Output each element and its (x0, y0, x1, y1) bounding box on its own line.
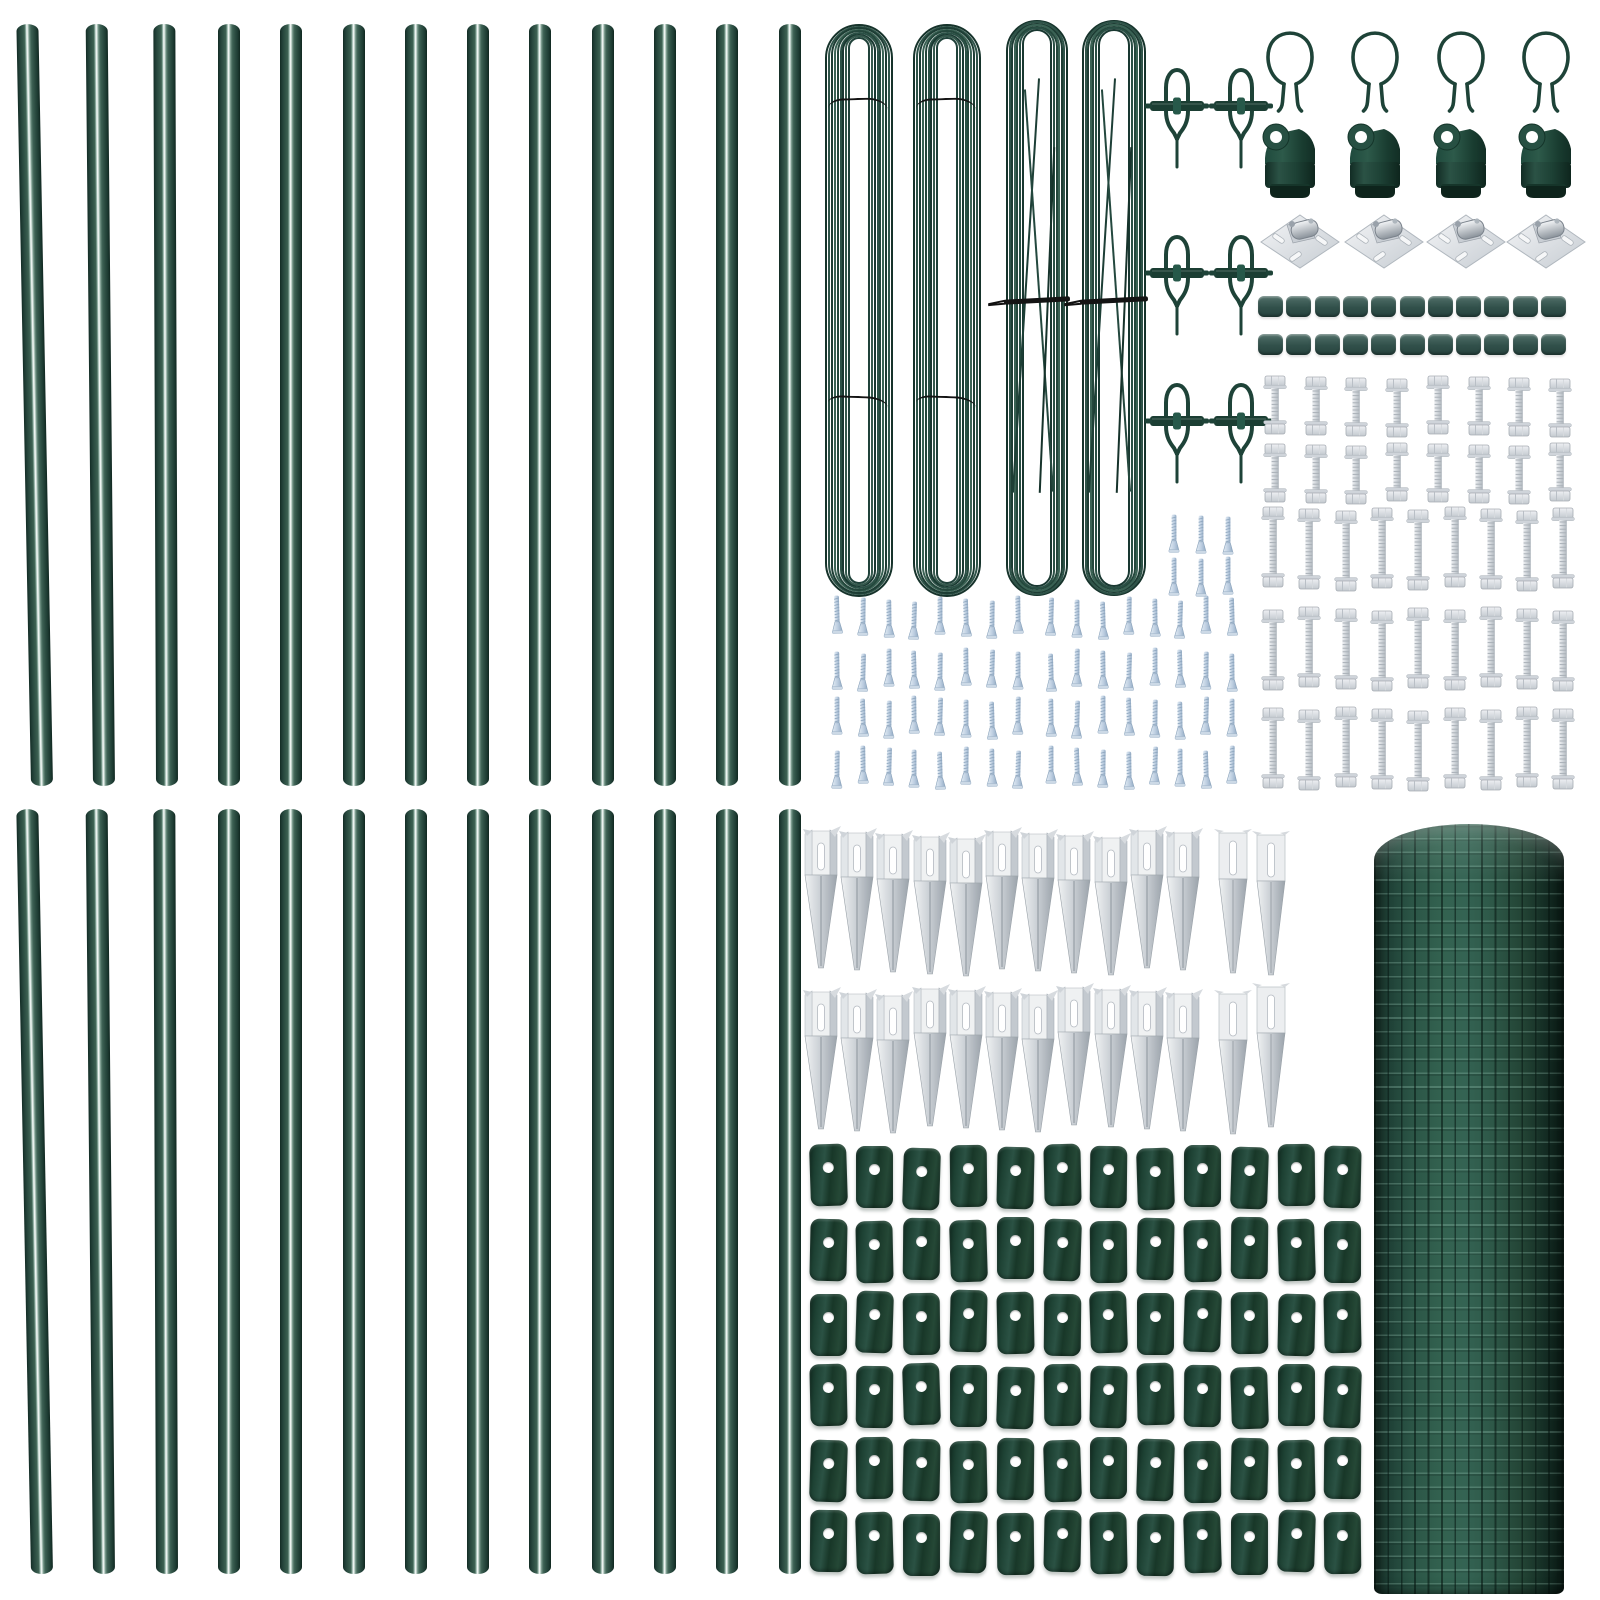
clip-hole (1197, 1163, 1208, 1174)
clip-hole (1337, 1455, 1348, 1466)
clip-hole (1150, 1381, 1161, 1392)
mesh-clip (902, 1362, 941, 1425)
mesh-clip (1090, 1512, 1128, 1575)
mesh-clip (856, 1221, 894, 1284)
clip-hole (1010, 1165, 1021, 1176)
mesh-clip (1090, 1437, 1127, 1499)
mesh-clip (1324, 1146, 1362, 1209)
mesh-clip (1231, 1513, 1268, 1575)
clip-hole (1010, 1456, 1021, 1467)
clip-hole (1196, 1529, 1207, 1540)
mesh-clip (1089, 1290, 1128, 1353)
clip-hole (916, 1311, 927, 1322)
clip-hole (1290, 1162, 1301, 1173)
clip-hole (1103, 1164, 1114, 1175)
mesh-clip (949, 1441, 987, 1504)
clip-hole (1057, 1312, 1068, 1323)
mesh-clip (856, 1366, 894, 1428)
mesh-clip (1090, 1146, 1128, 1208)
mesh-clip (950, 1145, 988, 1207)
mesh-clip (1137, 1293, 1174, 1355)
clip-hole (1337, 1309, 1348, 1320)
mesh-clip (1137, 1514, 1175, 1576)
mesh-clip (997, 1217, 1034, 1279)
mesh-clip (996, 1147, 1034, 1210)
clip-hole (963, 1383, 974, 1394)
clip-hole (869, 1384, 880, 1395)
clip-hole (1056, 1458, 1067, 1469)
clip-hole (1103, 1309, 1114, 1320)
mesh-clip (1230, 1438, 1268, 1501)
mesh-clip (1230, 1366, 1269, 1429)
clip-hole (1010, 1531, 1021, 1542)
clip-hole (963, 1308, 974, 1319)
clip-hole (963, 1529, 974, 1540)
clip-hole (823, 1312, 834, 1323)
clip-hole (1337, 1530, 1348, 1541)
mesh-clip (1043, 1510, 1081, 1573)
clip-hole (916, 1166, 927, 1177)
mesh-clip (1043, 1364, 1081, 1426)
mesh-clip (1277, 1440, 1315, 1503)
mesh-clip (949, 1219, 988, 1282)
mesh-clip (1043, 1294, 1081, 1356)
clip-hole (1150, 1457, 1161, 1468)
mesh-clip (1090, 1221, 1128, 1283)
clip-hole (1010, 1235, 1021, 1246)
mesh-clip (855, 1511, 894, 1574)
mesh-clip (1090, 1366, 1128, 1429)
mesh-clip (1324, 1221, 1361, 1283)
clip-hole (1291, 1382, 1302, 1393)
clip-hole (1291, 1528, 1302, 1539)
clip-hole (1056, 1382, 1067, 1393)
clip-hole (1103, 1455, 1114, 1466)
clip-hole (1244, 1456, 1255, 1467)
clip-hole (869, 1164, 880, 1175)
mesh-clip (1324, 1512, 1362, 1574)
mesh-clip (1183, 1510, 1222, 1573)
clip-hole (822, 1162, 833, 1173)
mesh-clip (903, 1218, 941, 1280)
mesh-clip (996, 1513, 1034, 1575)
clip-hole (1057, 1237, 1068, 1248)
clip-hole (1103, 1239, 1114, 1250)
mesh-clip (996, 1292, 1034, 1355)
clip-hole (1290, 1458, 1301, 1469)
clip-hole (1243, 1385, 1254, 1396)
mesh-clip (1043, 1144, 1081, 1207)
mesh-clip (1277, 1218, 1316, 1281)
clip-hole (1244, 1165, 1255, 1176)
clip-hole (963, 1163, 974, 1174)
clip-hole (1197, 1238, 1208, 1249)
clip-hole (1009, 1310, 1020, 1321)
mesh-clip (1278, 1364, 1315, 1426)
clip-hole (822, 1382, 833, 1393)
clip-hole (1337, 1384, 1348, 1395)
mesh-clip (903, 1293, 941, 1355)
mesh-clip (1324, 1437, 1362, 1499)
mesh-clip (810, 1294, 847, 1356)
clip-hole (823, 1458, 834, 1469)
mesh-clip (1323, 1365, 1362, 1428)
mesh-clip (809, 1439, 848, 1502)
mesh-clip (1277, 1144, 1315, 1206)
clip-hole (1057, 1528, 1068, 1539)
mesh-clip (1324, 1291, 1362, 1354)
mesh-clip (1277, 1509, 1316, 1572)
clip-hole (916, 1457, 927, 1468)
mesh-clip (1230, 1292, 1268, 1354)
clip-hole (1290, 1237, 1301, 1248)
clip-hole (1337, 1239, 1348, 1250)
mesh-clip (1136, 1218, 1174, 1281)
clip-hole (823, 1528, 834, 1539)
mesh-clip (902, 1147, 941, 1210)
clip-hole (1244, 1235, 1255, 1246)
mesh-clip (1230, 1217, 1268, 1279)
mesh-clip (855, 1290, 894, 1353)
mesh-clip (809, 1364, 847, 1427)
clip-hole (1150, 1236, 1161, 1247)
mesh-clip (1184, 1441, 1222, 1503)
clip-hole (1197, 1459, 1208, 1470)
clip-hole (823, 1237, 834, 1248)
clip-hole (1244, 1310, 1255, 1321)
mesh-clip (950, 1365, 987, 1427)
clip-hole (1103, 1384, 1114, 1395)
mesh-clip (996, 1366, 1035, 1429)
clip-hole (1150, 1532, 1161, 1543)
clip-hole (869, 1455, 880, 1466)
clip-hole (869, 1309, 880, 1320)
clip-hole (1010, 1385, 1021, 1396)
clip-hole (962, 1238, 973, 1249)
mesh-clip (1230, 1146, 1269, 1209)
mesh-clip (1277, 1294, 1315, 1357)
mesh-clip (949, 1290, 987, 1353)
clip-hole (1244, 1531, 1255, 1542)
mesh-clip (809, 1143, 848, 1206)
mesh-clip (1136, 1438, 1175, 1501)
clip-hole (869, 1530, 880, 1541)
clip-hole (1103, 1530, 1114, 1541)
mesh-clip (809, 1219, 847, 1282)
mesh-clip (1136, 1147, 1175, 1210)
clip-hole (916, 1236, 927, 1247)
mesh-clip (902, 1439, 940, 1502)
mesh-clip (1184, 1145, 1221, 1207)
mesh-clip (809, 1510, 847, 1572)
mesh-clip (903, 1514, 940, 1576)
clip-hole (916, 1381, 927, 1392)
mesh-clip (1183, 1289, 1222, 1352)
clip-hole (1197, 1308, 1208, 1319)
clip-hole (1197, 1383, 1208, 1394)
mesh-roll (1374, 824, 1564, 1594)
clip-hole (963, 1459, 974, 1470)
clip-hole (1056, 1162, 1067, 1173)
mesh-clip (1136, 1363, 1174, 1426)
mesh-clip (1183, 1220, 1221, 1283)
mesh-clip (949, 1510, 988, 1573)
clip-hole (916, 1532, 927, 1543)
clip-hole (1150, 1311, 1161, 1322)
mesh-clip (1043, 1218, 1082, 1281)
mesh-clip (996, 1438, 1034, 1500)
clip-hole (1337, 1164, 1348, 1175)
clip-hole (869, 1239, 880, 1250)
mesh-clip (856, 1146, 893, 1208)
mesh-clip (856, 1437, 894, 1499)
clip-hole (1150, 1166, 1161, 1177)
mesh-clip (1043, 1439, 1082, 1502)
clip-hole (1291, 1312, 1302, 1323)
mesh-clip (1184, 1365, 1222, 1427)
